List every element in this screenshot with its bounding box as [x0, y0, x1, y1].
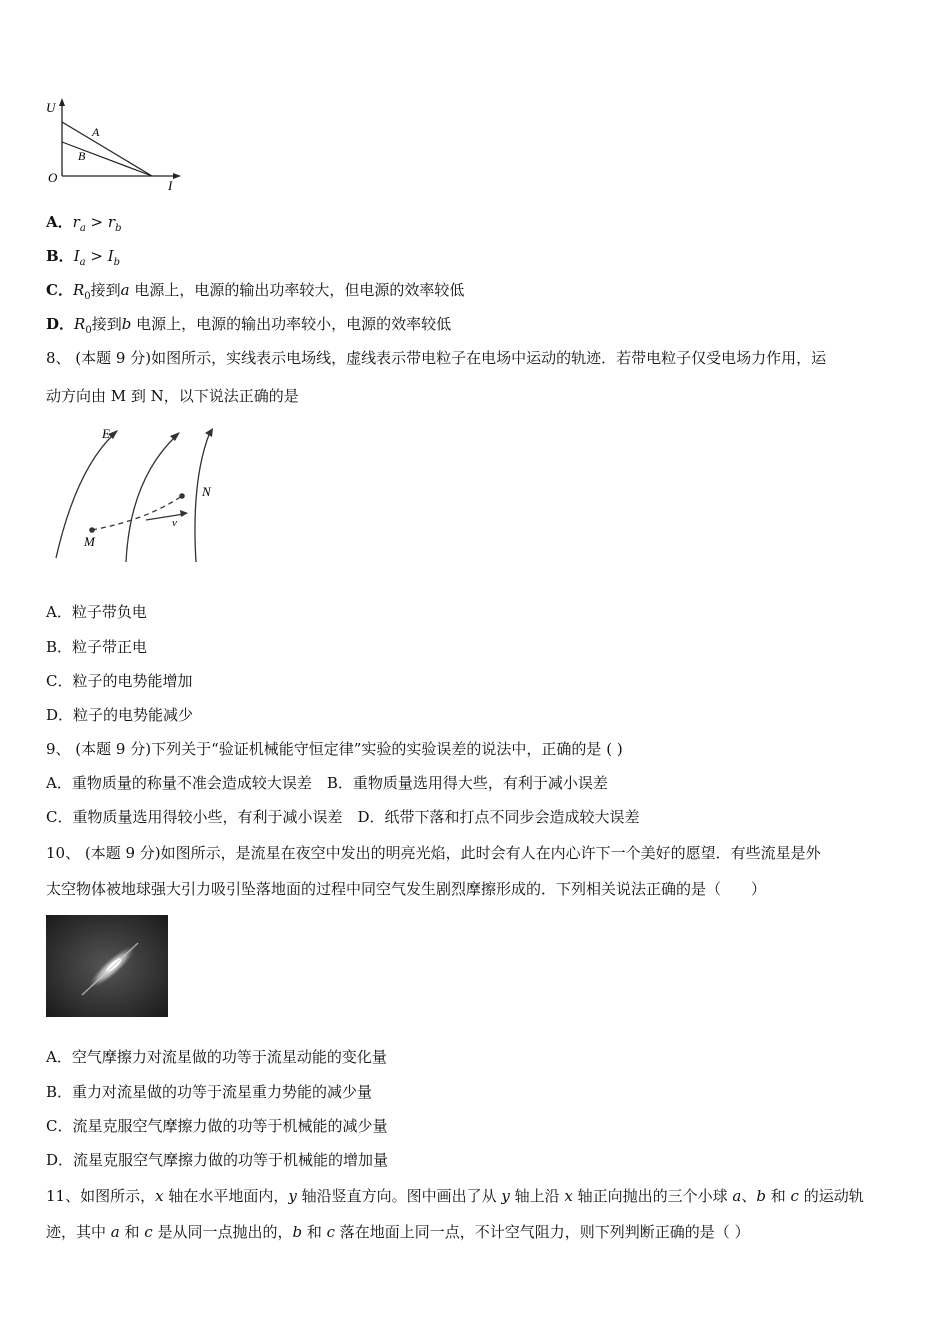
- q10-stem-line1: 10、 (本题 9 分)如图所示，是流星在夜空中发出的明亮光焰，此时会有人在内心许下一个美好的愿望．有些流星是外: [46, 844, 821, 862]
- symbol: c: [790, 1187, 799, 1205]
- q8-option-d: D．粒子的电势能减少: [46, 706, 194, 724]
- symbol: a: [110, 1223, 120, 1241]
- symbol: b: [121, 315, 132, 333]
- velocity-vector: [146, 514, 184, 520]
- text: 迹，其中: [46, 1223, 111, 1241]
- line-a: [62, 122, 152, 176]
- field-line-2: [126, 436, 176, 562]
- q8-option-a: A．粒子带负电: [46, 603, 147, 621]
- symbol: R: [72, 281, 85, 299]
- text: 和: [766, 1187, 791, 1205]
- text: 和: [302, 1223, 327, 1241]
- text: 轴在水平地面内，: [163, 1187, 289, 1205]
- symbol: x: [155, 1187, 164, 1205]
- symbol: I: [73, 247, 80, 265]
- option-label: D．: [46, 315, 75, 333]
- label-u: U: [46, 100, 56, 115]
- symbol: b: [756, 1187, 766, 1205]
- q8-stem-line1: 8、 (本题 9 分)如图所示，实线表示电场线，虚线表示带电粒子在电场中运动的轨迹．若带电粒子仅受电场力作用，运: [46, 349, 827, 367]
- subscript: b: [115, 223, 122, 234]
- label-e: E: [102, 426, 110, 441]
- symbol: a: [732, 1187, 742, 1205]
- q10-option-b: B．重力对流星做的功等于流星重力势能的减少量: [46, 1083, 373, 1101]
- label-i: I: [168, 178, 173, 193]
- text: 的运动轨: [798, 1187, 864, 1205]
- option-label: A．: [46, 213, 73, 231]
- q7-option-d: [46, 314, 451, 341]
- line-b: [62, 142, 152, 176]
- subscript: a: [79, 257, 86, 268]
- operator: >: [85, 213, 108, 231]
- subscript: b: [113, 257, 121, 268]
- subscript: 0: [85, 325, 92, 336]
- electric-field-figure: [46, 420, 236, 570]
- q7-option-c: [46, 280, 464, 307]
- q7-option-a: [46, 212, 121, 239]
- text: 轴正向抛出的三个小球: [572, 1187, 733, 1205]
- text: 轴沿竖直方向。图中画出了从: [296, 1187, 502, 1205]
- label-n: N: [202, 484, 211, 499]
- label-o: O: [48, 170, 58, 185]
- symbol: a: [120, 281, 130, 299]
- velocity-arrow: [180, 510, 188, 517]
- point-m: [89, 527, 95, 533]
- symbol: I: [107, 247, 114, 265]
- symbol: x: [564, 1187, 573, 1205]
- point-n: [179, 493, 185, 499]
- symbol: y: [501, 1187, 510, 1205]
- i-axis-arrow: [173, 173, 181, 179]
- label-a: A: [92, 125, 100, 139]
- q8-option-b: B．粒子带正电: [46, 638, 148, 656]
- text: 是从同一点抛出的，: [152, 1223, 293, 1241]
- text: 11、如图所示，: [46, 1187, 156, 1205]
- q7-option-b: [46, 246, 120, 273]
- option-label: C．: [46, 281, 73, 299]
- q9-options-cd: C．重物质量选用得较小些，有利于减小误差 D．纸带下落和打点不同步会造成较大误差: [46, 808, 640, 826]
- q9-options-ab: A．重物质量的称量不准会造成较大误差 B．重物质量选用得大些，有利于减小误差: [46, 774, 608, 792]
- u-axis-arrow: [59, 98, 65, 106]
- ui-graph-figure: [44, 96, 194, 196]
- subscript: 0: [84, 291, 91, 302]
- text: 落在地面上同一点，不计空气阻力，则下列判断正确的是（ ）: [335, 1223, 750, 1241]
- q11-stem-line1: [46, 1186, 864, 1206]
- symbol: r: [107, 213, 116, 231]
- label-m: M: [84, 534, 95, 549]
- option-text: 接到: [91, 315, 122, 333]
- q10-option-a: A．空气摩擦力对流星做的功等于流星动能的变化量: [46, 1048, 387, 1066]
- q8-option-c: C．粒子的电势能增加: [46, 672, 193, 690]
- q11-stem-line2: [46, 1222, 750, 1242]
- subscript: a: [79, 223, 86, 234]
- q10-stem-line2: 太空物体被地球强大引力吸引坠落地面的过程中同空气发生剧烈摩擦形成的．下列相关说法正确的是（ ）: [46, 880, 767, 898]
- operator: >: [85, 247, 108, 265]
- symbol: R: [74, 315, 86, 333]
- label-v: v: [172, 517, 177, 529]
- symbol: r: [72, 213, 80, 231]
- option-text: 电源上，电源的输出功率较大，但电源的效率较低: [129, 281, 465, 299]
- option-text: 电源上，电源的输出功率较小，电源的效率较低: [131, 315, 452, 333]
- q10-option-d: D．流星克服空气摩擦力做的功等于机械能的增加量: [46, 1151, 389, 1169]
- meteor-photo: [46, 915, 168, 1017]
- q8-stem-line2: 动方向由 M 到 N，以下说法正确的是: [46, 387, 299, 405]
- text: 轴上沿: [509, 1187, 565, 1205]
- text: 和: [119, 1223, 145, 1241]
- symbol: c: [326, 1223, 336, 1241]
- symbol: y: [288, 1187, 297, 1205]
- symbol: b: [292, 1223, 303, 1241]
- option-text: 接到: [90, 281, 121, 299]
- q9-stem: 9、 (本题 9 分)下列关于“验证机械能守恒定律”实验的实验误差的说法中，正确的是 ( ): [46, 740, 623, 758]
- symbol: c: [144, 1223, 153, 1241]
- text: 、: [741, 1187, 757, 1205]
- option-label: B．: [46, 247, 74, 265]
- q10-option-c: C．流星克服空气摩擦力做的功等于机械能的减少量: [46, 1117, 388, 1135]
- label-b: B: [78, 149, 86, 163]
